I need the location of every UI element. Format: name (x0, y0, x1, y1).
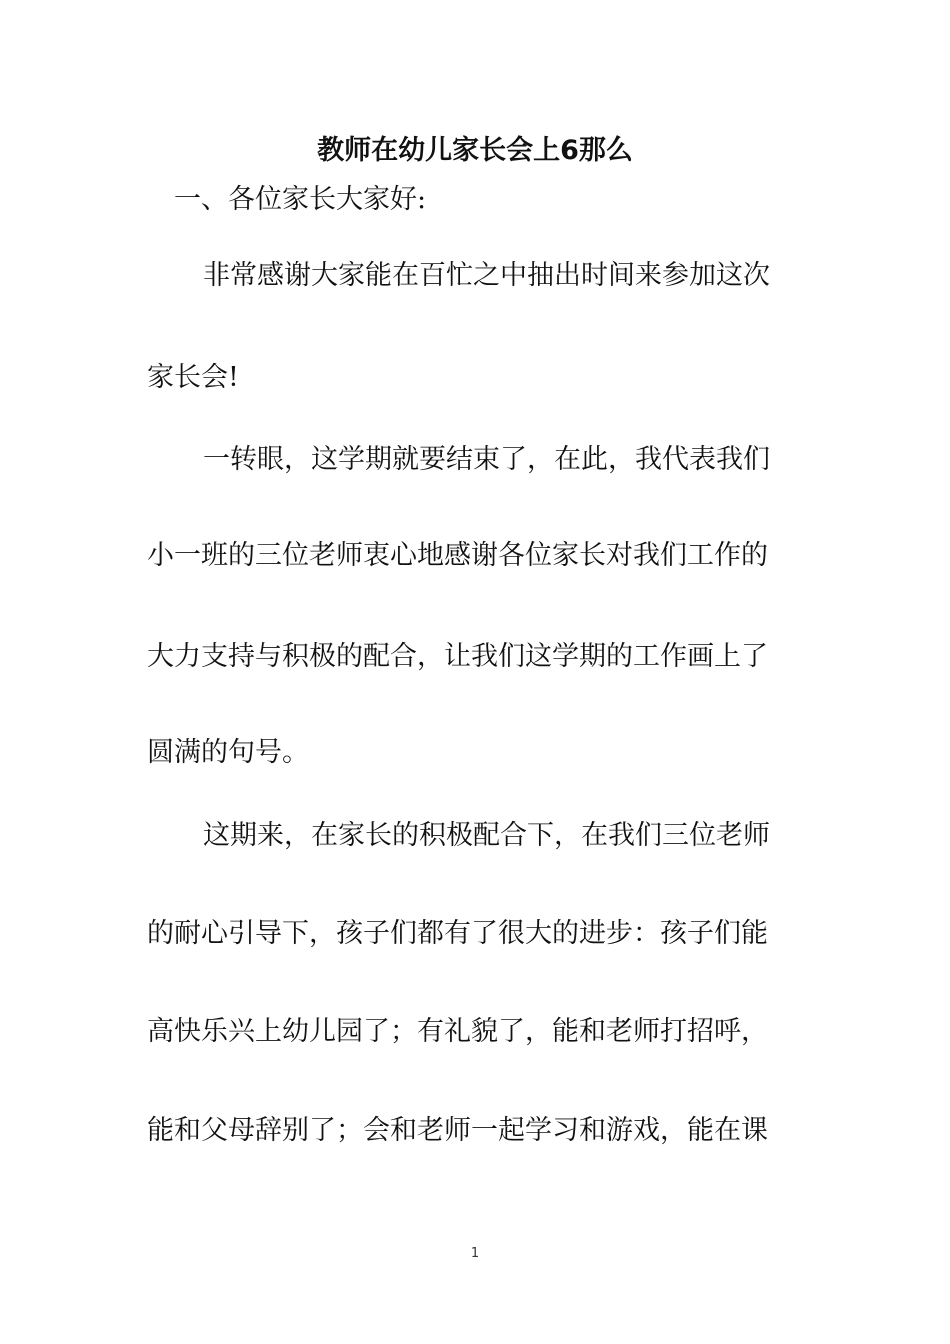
body-line: 非常感谢大家能在百忙之中抽出时间来参加这次 (203, 260, 770, 291)
body-line: 大力支持与积极的配合，让我们这学期的工作画上了 (147, 641, 768, 672)
body-line: 家长会! (147, 362, 239, 393)
body-line: 一、各位家长大家好: (174, 184, 427, 215)
body-line: 高快乐兴上幼儿园了；有礼貌了，能和老师打招呼， (147, 1016, 768, 1047)
body-line: 这期来，在家长的积极配合下，在我们三位老师 (203, 820, 770, 851)
body-line: 圆满的句号。 (147, 737, 309, 768)
page-title: 教师在幼儿家长会上6那么 (317, 135, 633, 166)
body-line: 能和父母辞别了；会和老师一起学习和游戏，能在课 (147, 1115, 768, 1146)
body-line: 一转眼，这学期就要结束了，在此，我代表我们 (203, 444, 770, 475)
body-line: 的耐心引导下，孩子们都有了很大的进步：孩子们能 (147, 918, 768, 949)
body-line: 小一班的三位老师衷心地感谢各位家长对我们工作的 (147, 540, 768, 571)
page-number: 1 (470, 1246, 480, 1261)
